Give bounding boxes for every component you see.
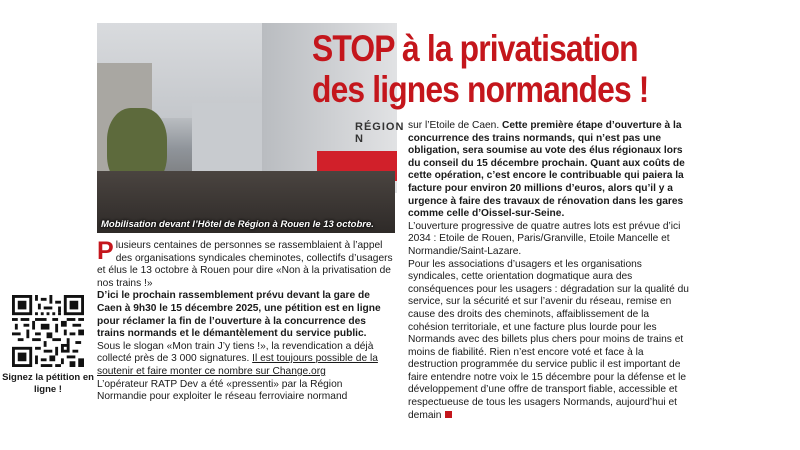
qr-code[interactable] xyxy=(12,295,84,367)
paragraph-etoile xyxy=(408,120,690,221)
etoile-bold-text: Cette première étape d’ouverture à la concurrence des trains normands, qui n’est pas une obligation, sera soumise au vote des élus régionaux lors du conseil du 15 décembre prochain. Quant aux coûts de cette opération, c’est encore le contribuable qui paiera la facture pour environ 20 millions d’euros, alors qu’il y a urgence à faire des travaux de rénovation dans les gares comme celle d’Oissel-sur-Seine. xyxy=(408,120,685,220)
paragraph-lots: L’ouverture progressive de quatre autres lots est prévue d’ici 2034 : Etoile de Rouen, Paris/Granville, Etoile Mancelle et Normandie/Saint-Lazare. xyxy=(408,220,681,257)
etoile-text: sur l’Etoile de Caen. xyxy=(408,120,503,131)
paragraph-petition: D’ici le prochain rassemblement prévu devant la gare de Caen à 9h30 le 15 décembre 2025, une pétition est en ligne pour réclamer la fin de l’ouverture à la concurrence des trains normands et le démantèlement du service public. xyxy=(97,290,381,340)
paragraph-operator: L’opérateur RATP Dev a été «pressenti» par la Région Normandie pour exploiter le réseau ferroviaire normand xyxy=(97,378,348,403)
petition-link[interactable]: Il est toujours possible de la soutenir et faire monter ce nombre sur Change.org xyxy=(97,353,378,377)
slogan-text: Sous le slogan «Mon train J’y tiens !», la revendication a déjà collecté près de 3 000 signatures. xyxy=(97,340,374,365)
consequences-text: Pour les associations d’usagers et les organisations syndicales, cette orientation dogmatique aura des conséquences pour les usagers : dégradation sur la qualité du service, sur la sécurité et sur l’avenir du réseau, remise en cause des droits des cheminots, affaiblissement de la cohésion territoriale, et une facture plus lourde pour les Normands avec des billets plus chers pour moins de trains et moins de fiabilité. Rien n’est encore voté et face à la destruction programmée du service public il est important de faire entendre notre voix le 15 décembre pour la défense et le développement d’une offre de transport fiable, accessible et respectueuse de tous les usagers Normands, aujourd’hui et demain xyxy=(408,258,689,421)
photo-building-sign: RÉGION N xyxy=(355,121,405,145)
paragraph-intro xyxy=(97,237,393,290)
headline xyxy=(312,28,716,110)
qr-label: Signez la pétition en ligne ! xyxy=(2,372,94,395)
paragraph-consequences xyxy=(408,259,690,423)
article-column-2 xyxy=(408,120,690,422)
headline-line2: des lignes normandes ! xyxy=(312,69,649,110)
dropcap: P xyxy=(97,237,114,265)
paragraph-slogan xyxy=(97,341,393,379)
photo-caption: Mobilisation devant l’Hôtel de Région à Rouen le 13 octobre. xyxy=(101,219,374,230)
headline-line1: STOP à la privatisation xyxy=(312,28,638,69)
intro-text: lusieurs centaines de personnes se rassemblaient à l’appel des organisations syndicales cheminotes, collectifs d’usagers et élus le 13 octobre à Rouen pour dire «Non à la privatisation de nos trains !» xyxy=(97,240,393,289)
qr-code-icon xyxy=(12,295,84,367)
end-mark-icon xyxy=(445,411,452,418)
article-column-1 xyxy=(97,237,393,404)
